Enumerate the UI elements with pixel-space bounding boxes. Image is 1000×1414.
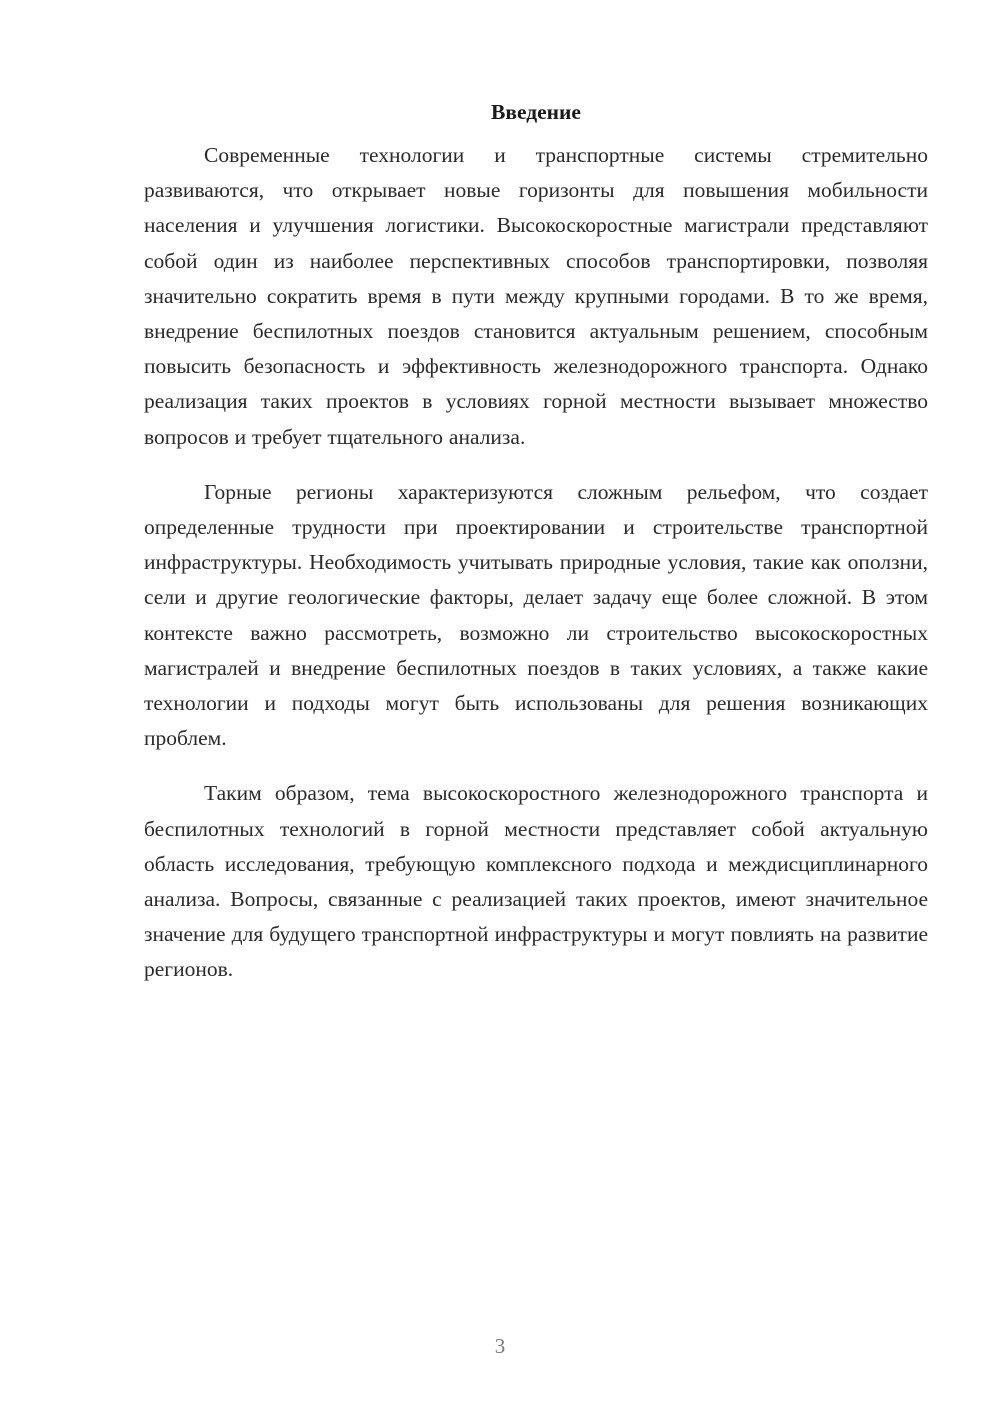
- section-title: Введение: [491, 100, 581, 124]
- page-number: 3: [494, 1334, 506, 1358]
- paragraph-1: Современные технологии и транспортные системы стремительно развиваются, что открывает новые горизонты для повышения мобильности населения и улучшения логистики. Высокоскоростные магистрали представляют собой один из наиболее перспективных способов транспортировки, позволяя значительно сократить время в пути между крупными городами. В то же время, внедрение беспилотных поездов становится актуальным решением, способным повысить безопасность и эффективность железнодорожного транспорта. Однако реализация таких проектов в условиях горной местности вызывает множество вопросов и требует тщательного анализа.: [144, 143, 928, 449]
- page-content: [144, 96, 928, 988]
- paragraph-2: Горные регионы характеризуются сложным рельефом, что создает определенные трудности при проектировании и строительстве транспортной инфраструктуры. Необходимость учитывать природные условия, такие как оползни, сели и другие геологические факторы, делает задачу еще более сложной. В этом контексте важно рассмотреть, возможно ли строительство высокоскоростных магистралей и внедрение беспилотных поездов в таких условиях, а также какие технологии и подходы могут быть использованы для решения возникающих проблем.: [144, 479, 928, 751]
- paragraph-3: Таким образом, тема высокоскоростного железнодорожного транспорта и беспилотных технологий в горной местности представляет собой актуальную область исследования, требующую комплексного подхода и междисциплинарного анализа. Вопросы, связанные с реализацией таких проектов, имеют значительное значение для будущего транспортной инфраструктуры и могут повлиять на развитие регионов.: [144, 781, 928, 982]
